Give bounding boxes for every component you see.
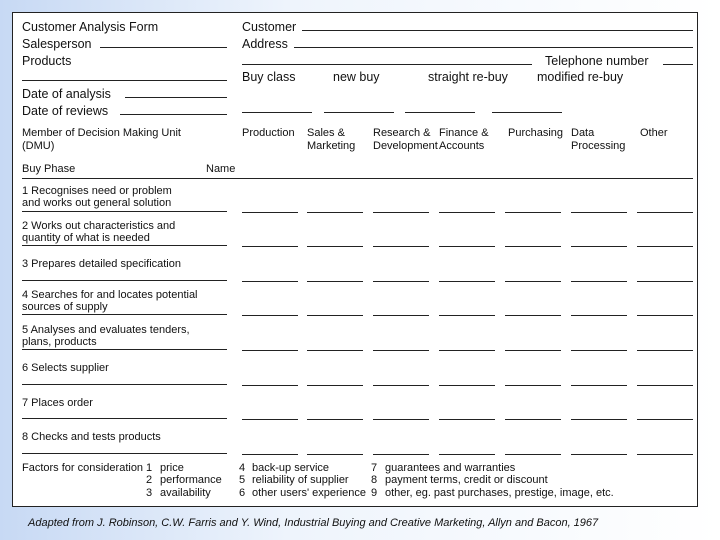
- buy-phase-3-label: 3 Prepares detailed specification: [22, 258, 181, 270]
- header-rule: [22, 178, 693, 179]
- phase-3-dmu-cell-7[interactable]: [637, 281, 693, 282]
- buy-phase-8-line: [22, 453, 227, 454]
- customer-line[interactable]: [302, 30, 693, 31]
- col-other: Other: [640, 127, 668, 139]
- col-rnd: Research &: [373, 127, 431, 139]
- phase-2-dmu-cell-7[interactable]: [637, 246, 693, 247]
- factor-5-text: reliability of supplier: [252, 474, 349, 486]
- products-line[interactable]: [22, 80, 227, 81]
- source-caption: Adapted from J. Robinson, C.W. Farris and Y. Wind, Industrial Buying and Creative Marketing, Allyn and Bacon, 1967: [28, 517, 599, 529]
- salesperson-label: Salesperson: [22, 37, 92, 51]
- phase-7-dmu-cell-7[interactable]: [637, 419, 693, 420]
- phase-6-dmu-cell-7[interactable]: [637, 385, 693, 386]
- phase-1-dmu-cell-7[interactable]: [637, 212, 693, 213]
- buy-phase-1-label-2: and works out general solution: [22, 197, 172, 209]
- phase-6-dmu-cell-1[interactable]: [242, 385, 298, 386]
- buy-phase-5-label-2: plans, products: [22, 336, 97, 348]
- address-line-2[interactable]: [242, 64, 532, 65]
- phase-2-dmu-cell-2[interactable]: [307, 246, 363, 247]
- factor-3-number: 3: [146, 487, 153, 499]
- factor-4-text: back-up service: [252, 462, 330, 474]
- phase-6-dmu-cell-5[interactable]: [505, 385, 561, 386]
- phase-1-dmu-cell-2[interactable]: [307, 212, 363, 213]
- phase-2-dmu-cell-5[interactable]: [505, 246, 561, 247]
- date-of-reviews-label: Date of reviews: [22, 104, 109, 118]
- buy-class-new-buy: new buy: [333, 70, 380, 84]
- phase-7-dmu-cell-5[interactable]: [505, 419, 561, 420]
- phase-1-dmu-cell-1[interactable]: [242, 212, 298, 213]
- customer-label: Customer: [242, 20, 297, 34]
- phase-4-dmu-cell-3[interactable]: [373, 315, 429, 316]
- factor-3-text: availability: [160, 487, 211, 499]
- phase-8-dmu-cell-5[interactable]: [505, 454, 561, 455]
- factor-4-number: 4: [239, 462, 246, 474]
- phase-3-dmu-cell-5[interactable]: [505, 281, 561, 282]
- phase-7-dmu-cell-4[interactable]: [439, 419, 495, 420]
- buy-phase-1-line: [22, 211, 227, 212]
- address-line[interactable]: [294, 47, 693, 48]
- buy-phase-4-label: 4 Searches for and locates potential: [22, 289, 198, 301]
- factor-9-number: 9: [371, 487, 378, 499]
- phase-3-dmu-cell-1[interactable]: [242, 281, 298, 282]
- phase-1-dmu-cell-4[interactable]: [439, 212, 495, 213]
- phase-7-dmu-cell-6[interactable]: [571, 419, 627, 420]
- buy-phase-5-label: 5 Analyses and evaluates tenders,: [22, 324, 190, 336]
- phase-1-dmu-cell-5[interactable]: [505, 212, 561, 213]
- col-finance-2: Accounts: [439, 140, 485, 152]
- date-of-analysis-line[interactable]: [125, 97, 227, 98]
- phase-2-dmu-cell-4[interactable]: [439, 246, 495, 247]
- factor-6-text: other users' experience: [252, 487, 366, 499]
- phase-2-dmu-cell-6[interactable]: [571, 246, 627, 247]
- buy-class-line[interactable]: [242, 112, 312, 113]
- buy-phase-2-label: 2 Works out characteristics and: [22, 220, 176, 232]
- products-label: Products: [22, 54, 72, 68]
- phase-5-dmu-cell-3[interactable]: [373, 350, 429, 351]
- factor-2-number: 2: [146, 474, 153, 486]
- factor-6-number: 6: [239, 487, 246, 499]
- modified-rebuy-line[interactable]: [492, 112, 562, 113]
- phase-4-dmu-cell-2[interactable]: [307, 315, 363, 316]
- phase-4-dmu-cell-5[interactable]: [505, 315, 561, 316]
- phase-5-dmu-cell-4[interactable]: [439, 350, 495, 351]
- buy-phase-2-label-2: quantity of what is needed: [22, 232, 150, 244]
- factor-8-text: payment terms, credit or discount: [385, 474, 548, 486]
- factor-7-text: guarantees and warranties: [385, 462, 516, 474]
- buy-phase-7-line: [22, 418, 227, 419]
- phase-3-dmu-cell-3[interactable]: [373, 281, 429, 282]
- phase-8-dmu-cell-2[interactable]: [307, 454, 363, 455]
- col-sales-2: Marketing: [307, 140, 356, 152]
- buy-phase-6-line: [22, 384, 227, 385]
- phase-6-dmu-cell-2[interactable]: [307, 385, 363, 386]
- col-sales: Sales &: [307, 127, 345, 139]
- dmu-label: Member of Decision Making Unit: [22, 127, 181, 139]
- buy-class-straight-rebuy: straight re-buy: [428, 70, 508, 84]
- factor-5-number: 5: [239, 474, 246, 486]
- factors-label: Factors for consideration: [22, 462, 144, 474]
- phase-6-dmu-cell-6[interactable]: [571, 385, 627, 386]
- new-buy-line[interactable]: [324, 112, 394, 113]
- buy-phase-8-label: 8 Checks and tests products: [22, 431, 161, 443]
- phase-3-dmu-cell-2[interactable]: [307, 281, 363, 282]
- col-rnd-2: Development: [373, 140, 438, 152]
- phase-3-dmu-cell-6[interactable]: [571, 281, 627, 282]
- factor-1-text: price: [160, 462, 184, 474]
- phase-8-dmu-cell-1[interactable]: [242, 454, 298, 455]
- col-purchasing: Purchasing: [508, 127, 564, 139]
- phase-8-dmu-cell-7[interactable]: [637, 454, 693, 455]
- date-of-analysis-label: Date of analysis: [22, 87, 111, 101]
- phase-4-dmu-cell-4[interactable]: [439, 315, 495, 316]
- buy-phase-7-label: 7 Places order: [22, 397, 93, 409]
- phase-2-dmu-cell-1[interactable]: [242, 246, 298, 247]
- factor-9-text: other, eg. past purchases, prestige, image, etc.: [385, 487, 614, 499]
- col-data: Data: [571, 127, 595, 139]
- col-finance: Finance &: [439, 127, 489, 139]
- factor-7-number: 7: [371, 462, 378, 474]
- factor-2-text: performance: [160, 474, 222, 486]
- phase-5-dmu-cell-6[interactable]: [571, 350, 627, 351]
- col-data-2: Processing: [571, 140, 626, 152]
- col-production: Production: [242, 127, 295, 139]
- phase-2-dmu-cell-3[interactable]: [373, 246, 429, 247]
- phase-5-dmu-cell-2[interactable]: [307, 350, 363, 351]
- date-of-reviews-line[interactable]: [120, 114, 227, 115]
- phase-1-dmu-cell-3[interactable]: [373, 212, 429, 213]
- phase-7-dmu-cell-1[interactable]: [242, 419, 298, 420]
- form-title: Customer Analysis Form: [22, 20, 159, 34]
- phase-7-dmu-cell-2[interactable]: [307, 419, 363, 420]
- buy-phase-2-line: [22, 245, 227, 246]
- address-label: Address: [242, 37, 288, 51]
- buy-phase-1-label: 1 Recognises need or problem: [22, 185, 172, 197]
- phase-4-dmu-cell-6[interactable]: [571, 315, 627, 316]
- straight-rebuy-line[interactable]: [405, 112, 475, 113]
- phase-8-dmu-cell-6[interactable]: [571, 454, 627, 455]
- factor-8-number: 8: [371, 474, 378, 486]
- salesperson-line[interactable]: [100, 47, 227, 48]
- buy-phase-5-line: [22, 349, 227, 350]
- buy-phase-label: Buy Phase: [22, 163, 76, 175]
- phase-1-dmu-cell-6[interactable]: [571, 212, 627, 213]
- buy-phase-4-label-2: sources of supply: [22, 301, 108, 313]
- phase-3-dmu-cell-4[interactable]: [439, 281, 495, 282]
- phase-5-dmu-cell-1[interactable]: [242, 350, 298, 351]
- phase-6-dmu-cell-4[interactable]: [439, 385, 495, 386]
- phase-5-dmu-cell-5[interactable]: [505, 350, 561, 351]
- buy-class-label: Buy class: [242, 70, 296, 84]
- phase-4-dmu-cell-7[interactable]: [637, 315, 693, 316]
- name-label: Name: [206, 163, 236, 175]
- telephone-line[interactable]: [663, 64, 693, 65]
- buy-phase-4-line: [22, 314, 227, 315]
- phase-6-dmu-cell-3[interactable]: [373, 385, 429, 386]
- phase-5-dmu-cell-7[interactable]: [637, 350, 693, 351]
- phase-8-dmu-cell-4[interactable]: [439, 454, 495, 455]
- buy-class-modified-rebuy: modified re-buy: [537, 70, 624, 84]
- factor-1-number: 1: [146, 462, 153, 474]
- phase-8-dmu-cell-3[interactable]: [373, 454, 429, 455]
- buy-phase-3-line: [22, 280, 227, 281]
- telephone-label: Telephone number: [545, 54, 649, 68]
- buy-phase-6-label: 6 Selects supplier: [22, 362, 109, 374]
- phase-4-dmu-cell-1[interactable]: [242, 315, 298, 316]
- phase-7-dmu-cell-3[interactable]: [373, 419, 429, 420]
- dmu-label-abbrev: (DMU): [22, 140, 55, 152]
